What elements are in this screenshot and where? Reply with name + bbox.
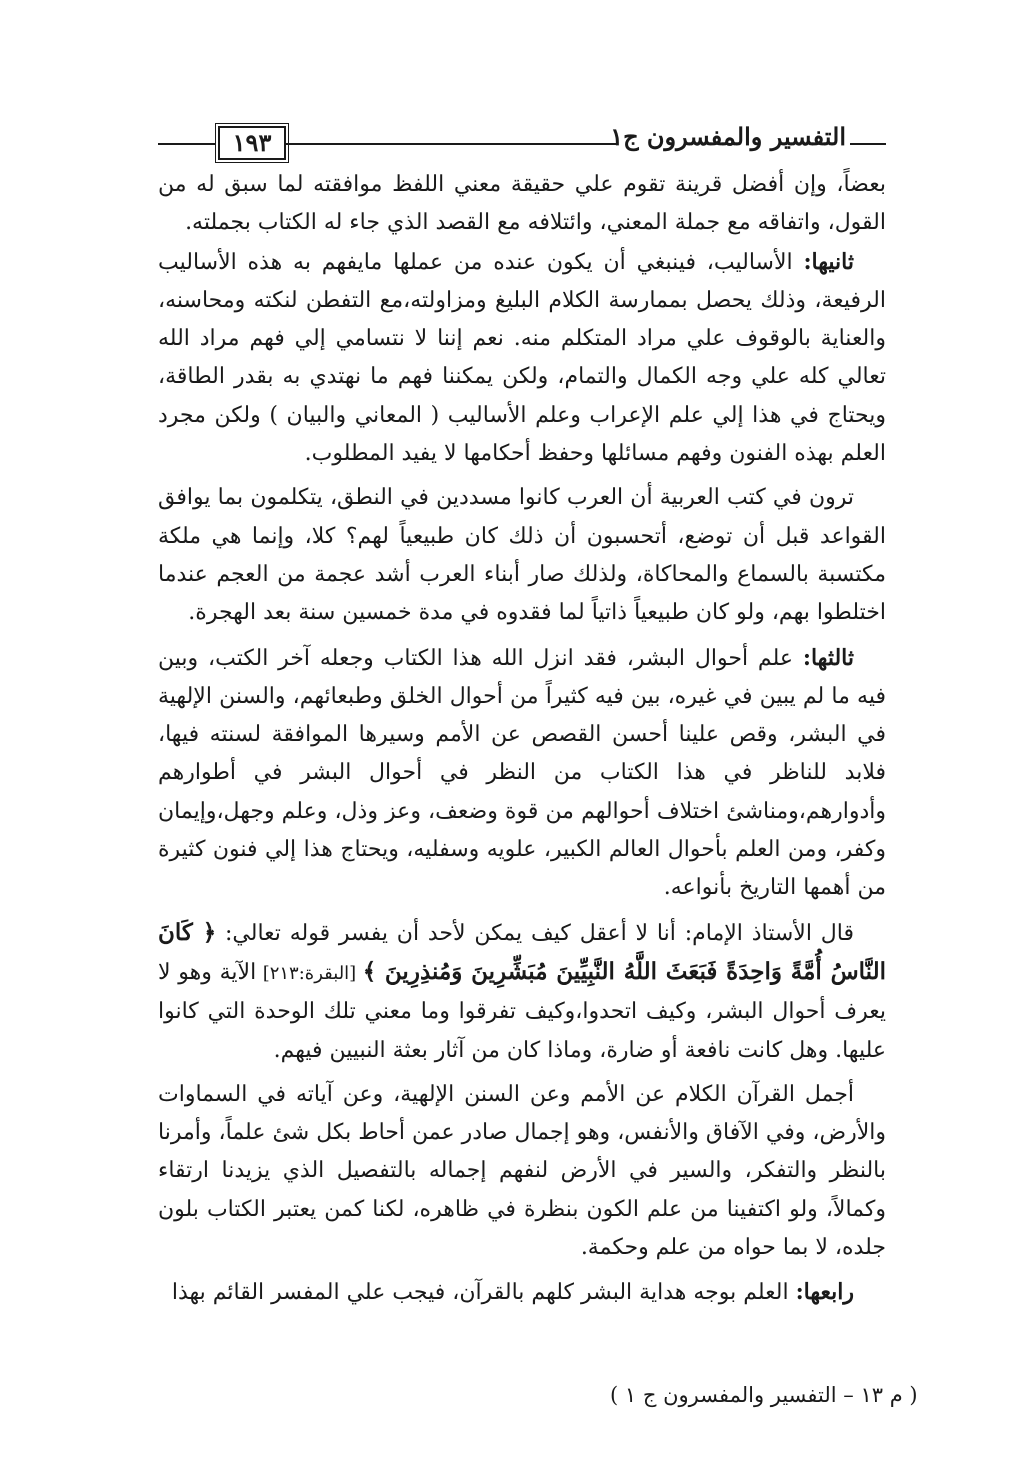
paragraph-continuation: بعضاً، وإن أفضل قرينة تقوم علي حقيقة معني اللفظ موافقته لما سبق له من القول، واتفاقه مع جملة المعني، وائتلافه مع القصد الذي جاء له الكتاب بجملته. [158,172,886,236]
heading-fourth: رابعها: [795,1279,854,1306]
paragraph-quran-summary: أجمل القرآن الكلام عن الأمم وعن السنن الإلهية، وعن آياته في السماوات والأرض، وفي الآفاق والأنفس، وهو إجمال صادر عمن أحاط بكل شئ علماً، وأمرنا بالنظر والتفكر، والسير في الأرض لنفهم إجماله بالتفصيل الذي يزيدنا ارتقاء وكمالاً، ولو اكتفينا من علم الكون بنظرة في ظاهره، لكنا كمن يعتبر الكتاب بلون جلده، لا بما حواه من علم وحكمة. [158,1081,886,1261]
paragraph-second-text: الأساليب، فينبغي أن يكون عنده من عملها مايفهم به هذه الأساليب الرفيعة، وذلك يحصل بممارسة الكلام البليغ ومزاولته،مع التفطن لنكته ومحاسنه، والعناية بالوقوف علي مراد المتكلم منه. نعم إننا لا نتسامي إلي فهم مراد الله تعالي كله علي وجه الكمال والتمام، ولكن يمكننا فهم ما نهتدي به بقدر الطاقة، ويحتاج في هذا إلي علم الإعراب وعلم الأساليب ( المعاني والبيان ) ولكن مجرد العلم بهذه الفنون وفهم مسائلها وحفظ أحكامها لا يفيد المطلوب. [158,249,886,467]
paragraph-fourth-condition [158,1273,886,1312]
running-title: التفسير والمفسرون ج١ [610,122,886,151]
running-header [158,122,886,158]
quote-continuation: الآية وهو لا يعرف أحوال البشر، وكيف اتحدوا،وكيف تفرقوا وما معني تلك الوحدة التي كانوا عليها. وهل كانت نافعة أو ضارة، وماذا كان من آثار بعثة النبيين فيهم. [158,959,886,1063]
heading-third: ثالثها: [802,644,854,671]
header-rule-middle [286,143,616,145]
paragraph-third-condition [158,639,886,908]
heading-second: ثانيها: [803,248,854,275]
page-number: ١٩٣ [218,126,286,160]
quote-intro: قال الأستاذ الإمام: أنا لا أعقل كيف يمكن لأحد أن يفسر قوله تعالي: [216,920,854,946]
paragraph-quote [158,914,886,1070]
quran-verse: ﴿ كَانَ النَّاسُ أُمَّةً وَاحِدَةً فَبَعَثَ اللَّهُ النَّبِيِّينَ مُبَشِّرِينَ وَمُنذِرِينَ ﴾ [158,918,886,985]
verse-reference: [البقرة:٢١٣] [256,962,363,984]
paragraph-arabs: ترون في كتب العربية أن العرب كانوا مسددين في النطق، يتكلمون بما يوافق القواعد قبل أن توضع، أتحسبون أن ذلك كان طبيعياً لهم؟ كلا، وإنما هي ملكة مكتسبة بالسماع والمحاكاة، ولذلك صار أبناء العرب أشد عجمة من العجم عندما اختلطوا بهم، ولو كان طبيعياً ذاتياً لما فقدوه في مدة خمسين سنة بعد الهجرة. [158,485,886,626]
header-rule-left [158,143,216,145]
main-text [158,166,886,1313]
paragraph-second-condition [158,243,886,474]
paragraph-fourth-text: العلم بوجه هداية البشر كلهم بالقرآن، فيجب علي المفسر القائم بهذا [171,1280,796,1306]
signature-footer: ( م ١٣ – التفسير والمفسرون ج ١ ) [610,1383,918,1407]
paragraph-third-text: علم أحوال البشر، فقد انزل الله هذا الكتاب وجعله آخر الكتب، وبين فيه ما لم يبين في غيره، بين فيه كثيراً من أحوال الخلق وطبعائهم، والسنن الإلهية في البشر، وقص علينا أحسن القصص عن الأمم وسيرها الموافقة لسنته فيها، فلابد للناظر في هذا الكتاب من النظر في أحوال البشر في أطوارهم وأدوارهم،ومناشئ اختلاف أحوالهم من قوة وضعف، وعز وذل، وعلم وجهل،وإيمان وكفر، ومن العلم بأحوال العالم الكبير، علويه وسفليه، ويحتاج هذا إلي فنون كثيرة من أهمها التاريخ بأنواعه. [158,645,886,901]
